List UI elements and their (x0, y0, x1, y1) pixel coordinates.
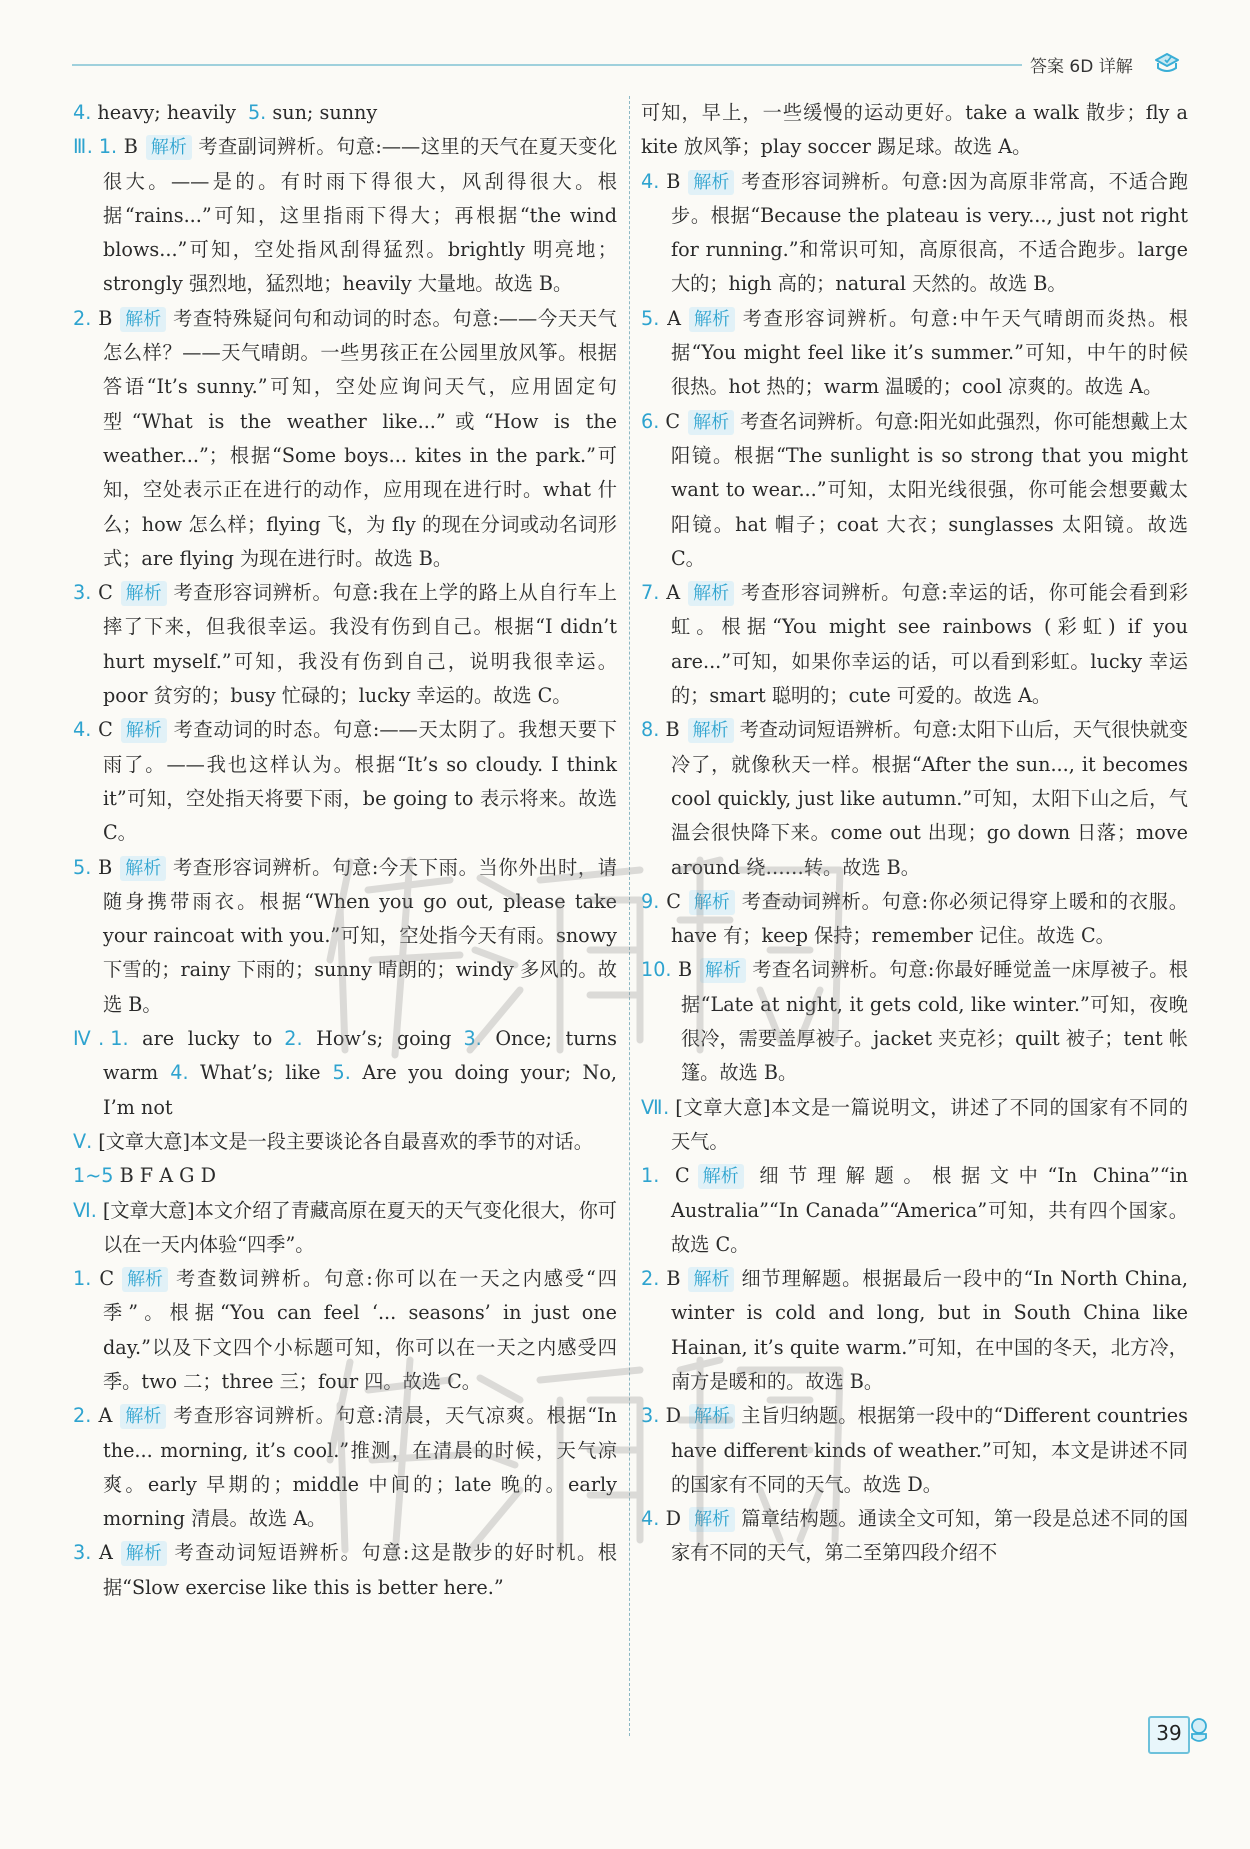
answer-paragraph (73, 1536, 617, 1605)
question-number: 2. (641, 1267, 660, 1291)
explanation-text: 考查副词辨析。句意:——这里的天气在夏天变化很大。——是的。有时雨下得很大，风刮得很大。根据“rains...”可知，这里指雨下得大；再根据“the wind blows...”可知，空处指风刮得猛烈。brightly 明亮地；strongly 强烈地，猛烈地；heavily 大量地。故选 B。 (103, 135, 618, 296)
analysis-tag: 解析 (121, 718, 167, 743)
item-answer: Are you doing your; No, I’m not (103, 1061, 617, 1119)
answer-letter: A (666, 581, 681, 605)
answer-paragraph (73, 96, 617, 130)
answer-letter: A (99, 1541, 113, 1565)
item-number: 5. (247, 101, 267, 124)
analysis-tag: 解析 (688, 410, 734, 435)
analysis-tag: 解析 (120, 856, 166, 881)
answer-letter: C (98, 718, 113, 742)
answer-paragraph (641, 576, 1188, 713)
answer-paragraph (641, 1399, 1188, 1502)
answer-letter: B (98, 306, 113, 330)
explanation-text: 考查动词的时态。句意:——天太阴了。我想天要下雨了。——我也这样认为。根据“It’s so cloudy. I think it”可知，空处指天将要下雨，be going to 表示将来。故选 C。 (103, 718, 617, 845)
answer-paragraph (73, 1194, 617, 1263)
header-rule (72, 64, 1022, 66)
item-number: 1. (110, 1027, 129, 1051)
question-number: 2. (73, 306, 92, 330)
analysis-tag: 解析 (689, 1404, 735, 1429)
answer-paragraph (73, 1399, 617, 1536)
explanation-text: 考查动词短语辨析。句意:这是散步的好时机。根据“Slow exercise like this is better here.” (103, 1541, 617, 1599)
item-number: 5. (332, 1061, 351, 1085)
question-number: 2. (73, 1404, 92, 1428)
analysis-tag: 解析 (689, 1507, 735, 1532)
explanation-text: 本文是一段主要谈论各自最喜欢的季节的对话。 (189, 1129, 593, 1153)
explanation-text: 考查特殊疑问句和动词的时态。句意:——今天天气怎么样？——天气晴朗。一些男孩正在公园里放风筝。根据答语“It’s sunny.”可知，空处应询问天气，应用固定句型“What is the weather like...”或“How is the weather...”；根据“Some boys... kites in the park.”可知，空处表示正在进行的动作，应用现在进行时。what 什么；how 怎么样；flying 飞，为 fly 的现在分词或动名词形式；are flying 为现在进行时。故选 B。 (103, 306, 617, 570)
answer-paragraph (641, 1262, 1188, 1399)
left-column (73, 96, 617, 1605)
analysis-tag: 解析 (146, 135, 192, 160)
answer-letter: D (665, 1507, 682, 1531)
section-numeral: Ⅴ. (73, 1129, 93, 1153)
explanation-text: 考查形容词辨析。句意:幸运的话，你可能会看到彩虹。根据“You might see rainbows (彩虹) if you are...”可知，如果你幸运的话，可以看到彩虹。lucky 幸运的；smart 聪明的；cute 可爱的。故选 A。 (671, 581, 1188, 708)
explanation-text: 考查名词辨析。句意:阳光如此强烈，你可能想戴上太阳镜。根据“The sunlight is so strong that you might want to wear...”可知，太阳光线很强，你可能会想要戴太阳镜。hat 帽子；coat 大衣；sunglasses 太阳镜。故选 C。 (671, 409, 1188, 570)
explanation-text: 考查名词辨析。句意:你最好睡觉盖一床厚被子。根据“Late at night, it gets cold, like winter.”可知，夜晚很冷，需要盖厚被子。jacket 夹克衫；quilt 被子；tent 帐篷。故选 B。 (681, 958, 1188, 1085)
column-divider (629, 96, 630, 1736)
analysis-tag: 解析 (689, 307, 735, 332)
explanation-text: 考查形容词辨析。句意:因为高原非常高，不适合跑步。根据“Because the plateau is very..., just not right for running.”和常识可知，高原很高，不适合跑步。large 大的；high 高的；natural 天然的。故选 B。 (671, 169, 1188, 296)
analysis-tag: 解析 (688, 718, 734, 743)
item-number: 4. (73, 101, 92, 124)
right-column (641, 96, 1188, 1571)
summary-tag-label: 文章大意 (105, 1129, 183, 1153)
answer-paragraph (641, 1502, 1188, 1571)
explanation-text: 主旨归纳题。根据第一段中的“Different countries have different kinds of weather.”可知，本文是讲述不同的国家有不同的天气。故选 D。 (671, 1404, 1188, 1496)
answer-paragraph (73, 130, 617, 301)
page-number: 39 (1156, 1721, 1182, 1745)
explanation-text: 考查形容词辨析。句意:今天下雨。当你外出时，请随身携带雨衣。根据“When you go out, please take your raincoat with you.”可知，空处指今天有雨。snowy 下雪的；rainy 下雨的；sunny 晴朗的；windy 多风的。故选 B。 (103, 855, 617, 1016)
answer-paragraph (73, 576, 617, 713)
answer-letter: A (98, 1404, 113, 1428)
answer-paragraph (641, 1159, 1188, 1262)
question-number: 4. (73, 718, 92, 742)
question-number: 3. (73, 581, 92, 605)
item-answer: How’s; going (316, 1027, 452, 1051)
page-header (72, 54, 1172, 76)
item-answer: are lucky to (142, 1027, 273, 1051)
answer-paragraph (641, 96, 1188, 165)
answer-letter: C (666, 889, 681, 913)
analysis-tag: 解析 (688, 581, 734, 606)
explanation-text: 细节理解题。根据文中“In China”“in Australia”“In Canada”“America”可知，共有四个国家。故选 C。 (671, 1164, 1188, 1256)
analysis-tag: 解析 (700, 958, 746, 983)
question-number: 1. (73, 1267, 92, 1291)
item-answer: sun; sunny (272, 101, 378, 124)
answer-letter: C (99, 1267, 115, 1291)
question-number: 10. (641, 958, 672, 982)
answer-paragraph (641, 405, 1188, 576)
answer-letter: A (667, 306, 681, 330)
answer-paragraph (641, 885, 1188, 954)
answer-letter: B (98, 855, 113, 879)
question-number: 3. (641, 1404, 660, 1428)
explanation-text: 考查动词短语辨析。句意:太阳下山后，天气很快就变冷了，就像秋天一样。根据“After the sun..., it becomes cool quickly, just like autumn.”可知，太阳下山之后，气温会很快降下来。come out 出现；go down 日落；move around 绕……转。故选 B。 (671, 718, 1188, 879)
analysis-tag: 解析 (121, 1541, 167, 1566)
question-number: 8. (641, 718, 660, 742)
item-number: 2. (284, 1027, 303, 1051)
analysis-tag: 解析 (689, 890, 735, 915)
explanation-text: 可知，早上，一些缓慢的运动更好。take a walk 散步；fly a kite 放风筝；play soccer 踢足球。故选 A。 (641, 101, 1188, 159)
analysis-tag: 解析 (688, 170, 734, 195)
question-number: 1. (98, 135, 118, 159)
header-label: 答案 6D 详解 (1030, 57, 1133, 77)
answer-paragraph (641, 302, 1188, 405)
answer-paragraph (641, 713, 1188, 884)
question-number: 7. (641, 581, 660, 605)
answer-letter: D (665, 1404, 682, 1428)
section-numeral: Ⅵ. (73, 1198, 97, 1222)
answer-paragraph (641, 953, 1188, 1090)
answer-paragraph (73, 1159, 617, 1193)
page-number-box (1148, 1716, 1190, 1754)
answer-paragraph (641, 1091, 1188, 1160)
explanation-text: 考查形容词辨析。句意:清晨，天气凉爽。根据“In the... morning, it’s cool.”推测，在清晨的时候，天气凉爽。early 早期的；middle 中间的；late 晚的。early morning 清晨。故选 A。 (103, 1404, 617, 1531)
question-number: 9. (641, 889, 660, 913)
analysis-tag: 解析 (120, 307, 166, 332)
question-number: 5. (641, 306, 660, 330)
question-number: 4. (641, 169, 660, 193)
section-numeral: Ⅲ. (73, 135, 93, 159)
summary-tag: [文章大意] (102, 1198, 195, 1222)
explanation-text: 本文介绍了青藏高原在夏天的天气变化很大，你可以在一天内体验“四季”。 (103, 1198, 617, 1256)
item-answer: What’s; like (200, 1061, 321, 1085)
answer-letter: C (675, 1164, 690, 1188)
summary-tag: [文章大意] (98, 1129, 190, 1153)
explanation-text: 篇章结构题。通读全文可知，第一段是总述不同的国家有不同的天气，第二至第四段介绍不 (671, 1507, 1189, 1565)
answer-letter: B (666, 169, 681, 193)
answer-paragraph (641, 165, 1188, 302)
explanation-text: 考查形容词辨析。句意:我在上学的路上从自行车上摔了下来，但我很幸运。我没有伤到自己。根据“I didn’t hurt myself.”可知，我没有伤到自己，说明我很幸运。poor 贫穷的；busy 忙碌的；lucky 幸运的。故选 C。 (103, 581, 617, 708)
answer-paragraph (73, 1262, 617, 1399)
answer-letter: C (98, 581, 113, 605)
explanation-text: 细节理解题。根据最后一段中的“In North China, winter is cold and long, but in South China like Hainan, it’s quite warm.”可知，在中国的冬天，北方冷，南方是暖和的。故选 B。 (671, 1267, 1188, 1393)
explanation-text: 考查数词辨析。句意:你可以在一天之内感受“四季”。根据“You can feel ‘... seasons’ in just one day.”以及下文四个小标题可知，你可以在一天之内感受四季。two 二；three 三；four 四。故选 C。 (103, 1267, 617, 1393)
explanation-text: 本文是一篇说明文，讲述了不同的国家有不同的天气。 (671, 1095, 1188, 1153)
answer-paragraph (73, 302, 617, 576)
explanation-text: B F A G D (119, 1164, 216, 1188)
analysis-tag: 解析 (122, 1267, 168, 1292)
answer-letter: B (665, 718, 680, 742)
question-number: 1~5 (73, 1164, 114, 1188)
answer-letter: C (665, 409, 681, 433)
analysis-tag: 解析 (688, 1267, 734, 1292)
explanation-text: 考查形容词辨析。句意:中午天气晴朗而炎热。根据“You might feel like it’s summer.”可知，中午的时候很热。hot 热的；warm 温暖的；cool 凉爽的。故选 A。 (671, 306, 1188, 399)
item-number: 4. (170, 1061, 189, 1085)
answer-letter: B (666, 1267, 681, 1291)
item-answer: heavy; heavily (97, 101, 236, 124)
analysis-tag: 解析 (121, 581, 167, 606)
summary-tag-label: 文章大意 (110, 1198, 188, 1222)
answer-letter: B (677, 958, 693, 982)
question-number: 4. (641, 1507, 660, 1531)
question-number: 5. (73, 855, 92, 879)
item-number: 3. (463, 1027, 482, 1051)
answer-paragraph (73, 713, 617, 850)
item-answer: Once; turns warm (103, 1027, 617, 1085)
question-number: 6. (641, 409, 660, 433)
page-corner-icon (1188, 1716, 1210, 1746)
explanation-text: 考查动词辨析。句意:你必须记得穿上暖和的衣服。have 有；keep 保持；remember 记住。故选 C。 (671, 889, 1188, 948)
summary-tag: [文章大意] (675, 1095, 771, 1119)
section-numeral: Ⅳ. (73, 1027, 105, 1051)
book-icon (1152, 48, 1182, 78)
question-number: 3. (73, 1541, 92, 1565)
section-numeral: Ⅶ. (641, 1095, 670, 1119)
answer-paragraph (73, 1022, 617, 1125)
answer-paragraph (73, 1125, 617, 1159)
answer-paragraph (73, 851, 617, 1022)
analysis-tag: 解析 (698, 1164, 744, 1189)
answer-letter: B (123, 135, 138, 159)
summary-tag-label: 文章大意 (682, 1095, 763, 1119)
question-number: 1. (641, 1164, 660, 1188)
analysis-tag: 解析 (120, 1404, 166, 1429)
